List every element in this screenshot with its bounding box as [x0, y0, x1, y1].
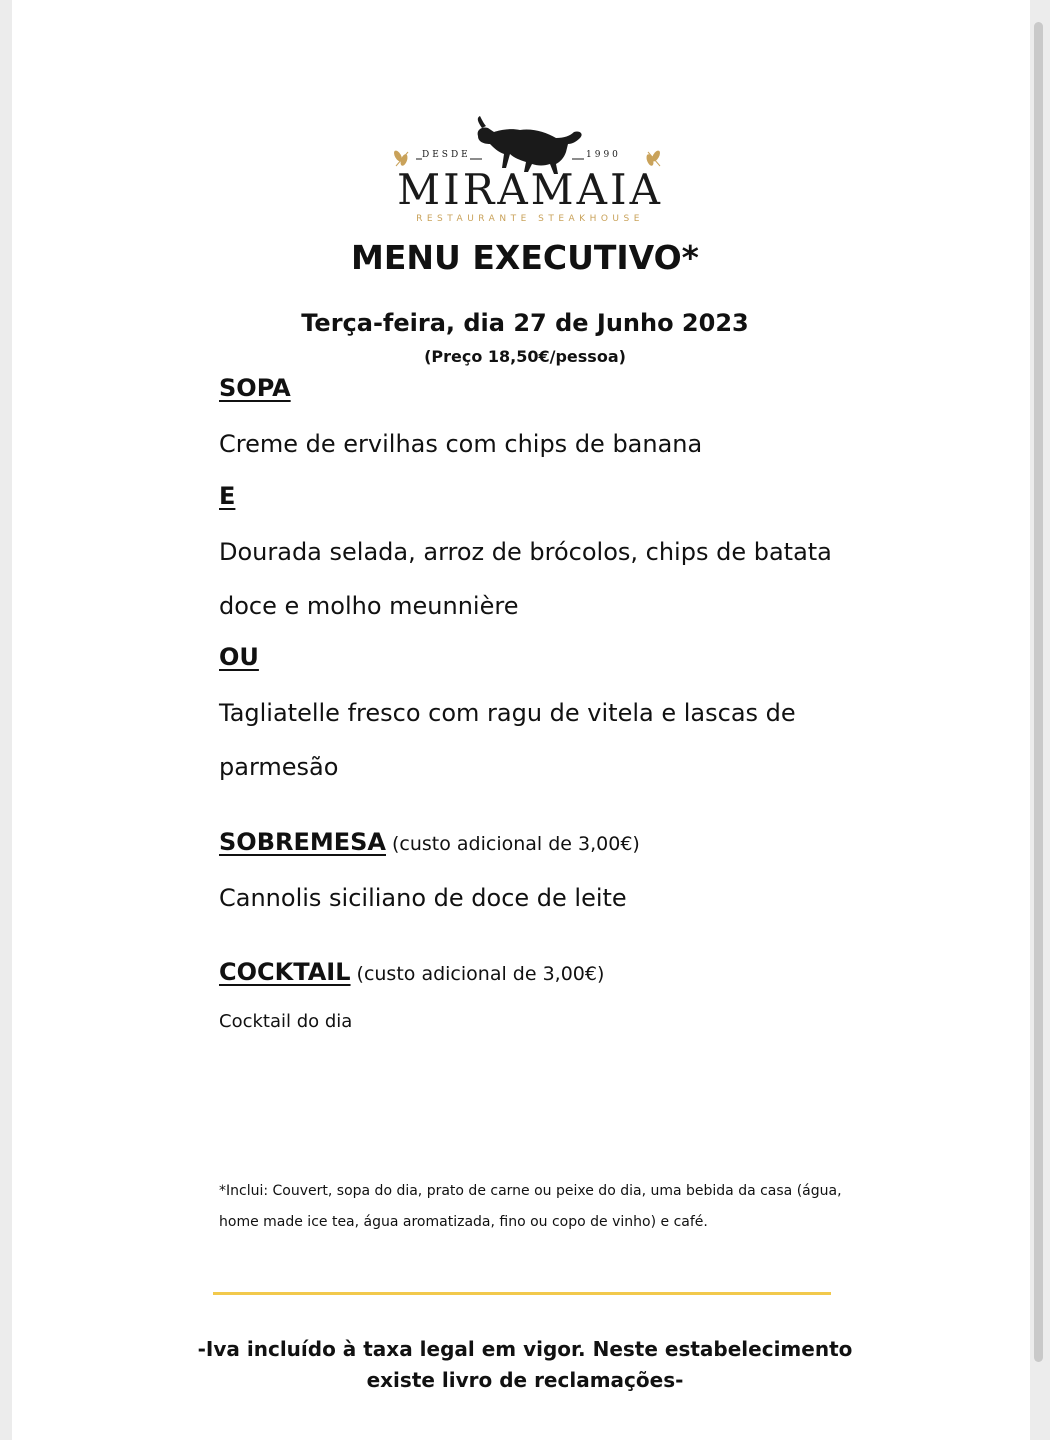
legal-notice — [0, 1334, 1050, 1396]
section-heading-ou: OU — [219, 643, 259, 671]
menu-date: Terça-feira, dia 27 de Junho 2023 — [301, 309, 749, 337]
menu-title: MENU EXECUTIVO* — [351, 238, 699, 277]
menu-price: (Preço 18,50€/pessoa) — [424, 347, 626, 366]
scrollbar[interactable] — [1034, 22, 1043, 1362]
section-heading-cocktail: COCKTAIL — [219, 958, 351, 986]
logo-brand: MIRAMAIA — [397, 165, 663, 214]
logo-since-year: 1990 — [586, 150, 621, 160]
logo-since-label: DESDE — [422, 150, 471, 160]
section-heading-sobremesa: SOBREMESA — [219, 828, 386, 856]
dish-cocktail: Cocktail do dia — [219, 1011, 353, 1032]
dish-e: Dourada selada, arroz de brócolos, chips de batata doce e molho meunnière — [219, 538, 832, 620]
cocktail-note: (custo adicional de 3,00€) — [356, 963, 605, 985]
section-heading-e: E — [219, 482, 236, 510]
section-heading-sopa: SOPA — [219, 374, 291, 402]
restaurant-logo — [360, 108, 700, 230]
section-heading-cocktail-row — [219, 958, 604, 986]
dish-ou: Tagliatelle fresco com ragu de vitela e lascas de parmesão — [219, 699, 796, 781]
section-heading-sobremesa-row — [219, 828, 640, 856]
footnote: *Inclui: Couvert, sopa do dia, prato de carne ou peixe do dia, uma bebida da casa (água, home made ice tea, água aromatizada, fino ou copo de vinho) e café. — [219, 1183, 842, 1230]
divider — [213, 1292, 831, 1295]
sobremesa-note: (custo adicional de 3,00€) — [392, 833, 640, 855]
dish-sobremesa: Cannolis siciliano de doce de leite — [219, 884, 627, 912]
dish-sopa: Creme de ervilhas com chips de banana — [219, 430, 703, 458]
legal-line-2: existe livro de reclamações- — [366, 1368, 684, 1392]
legal-line-1: -Iva incluído à taxa legal em vigor. Neste estabelecimento — [197, 1337, 853, 1361]
logo-tagline: RESTAURANTE STEAKHOUSE — [416, 214, 644, 224]
